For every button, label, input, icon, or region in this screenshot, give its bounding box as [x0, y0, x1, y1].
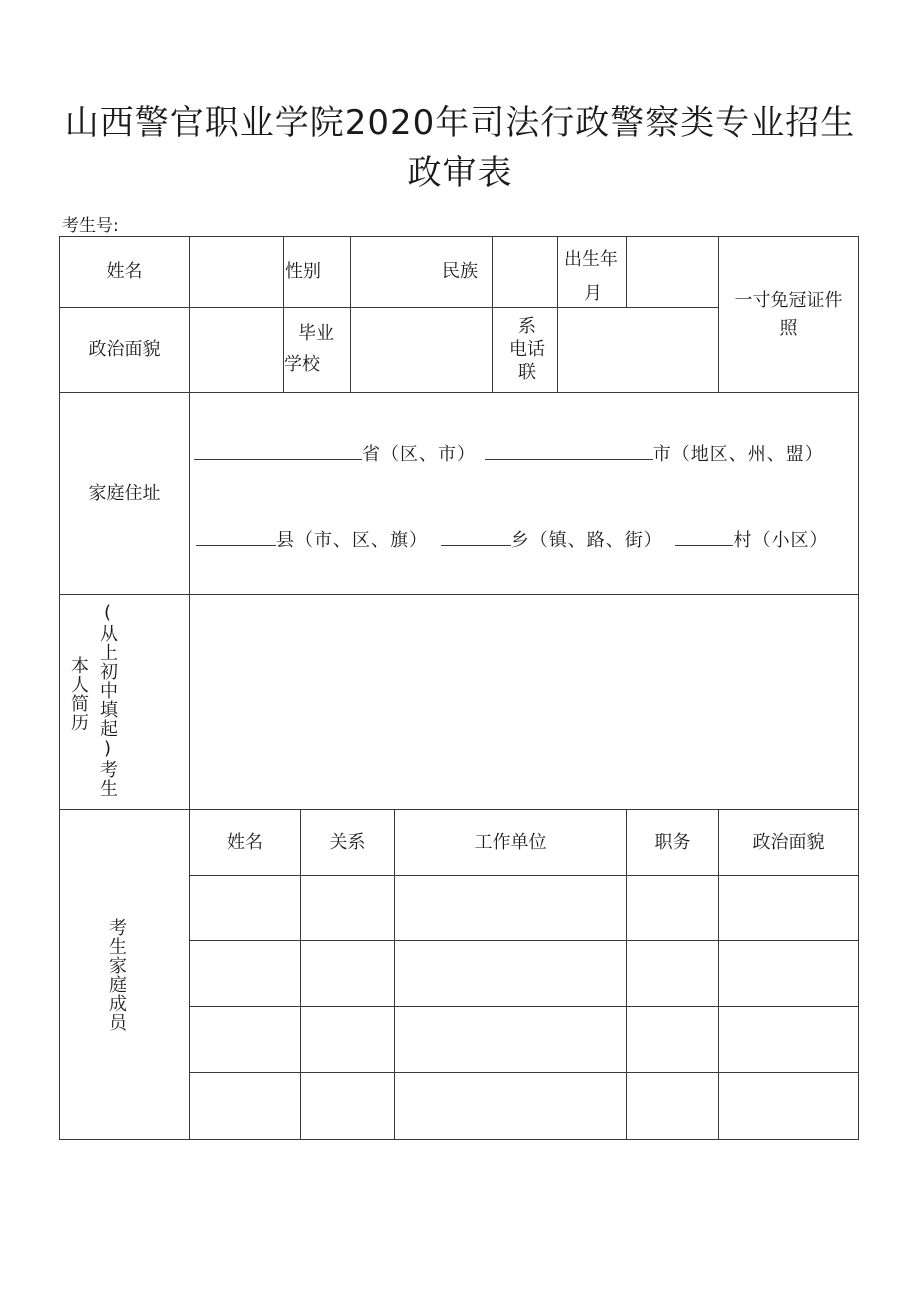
county-blank[interactable]	[196, 531, 276, 546]
family-cell[interactable]	[190, 876, 300, 940]
form-title-line-1: 山西警官职业学院2020年司法行政警察类专业招生	[64, 103, 856, 143]
family-header-workplace: 工作单位	[474, 831, 547, 853]
province-label: 省（区、市）	[362, 444, 476, 465]
form-title-line-2: 政审表	[407, 153, 513, 193]
address-line-1	[194, 440, 824, 466]
political-status-label: 政治面貌	[88, 339, 161, 360]
gender-label: 性别	[285, 261, 321, 282]
table-line	[718, 236, 719, 393]
family-cell[interactable]	[627, 941, 718, 1006]
family-cell[interactable]	[190, 1007, 300, 1072]
ethnicity-label: 民族	[442, 261, 478, 282]
political-status-input[interactable]	[190, 308, 283, 392]
ethnicity-input[interactable]	[493, 237, 557, 307]
family-cell[interactable]	[395, 1007, 626, 1072]
family-cell[interactable]	[301, 876, 394, 940]
phone-label-line-1: 系	[518, 316, 536, 337]
phone-label-line-3: 联	[518, 362, 536, 383]
phone-label-line-2: 电话	[509, 339, 545, 360]
family-cell[interactable]	[395, 1073, 626, 1139]
village-blank[interactable]	[675, 531, 733, 546]
family-cell[interactable]	[301, 1073, 394, 1139]
address-line-2	[196, 526, 828, 552]
family-header-name: 姓名	[227, 831, 263, 853]
photo-label-line-2: 照	[779, 318, 798, 339]
family-cell[interactable]	[301, 1007, 394, 1072]
family-cell[interactable]	[627, 876, 718, 940]
photo-label-line-1: 一寸免冠证件	[734, 290, 843, 311]
table-border-bottom	[59, 1139, 859, 1140]
family-cell[interactable]	[301, 941, 394, 1006]
address-label: 家庭住址	[88, 482, 161, 504]
school-label-line-1: 毕业	[298, 323, 334, 344]
city-blank[interactable]	[485, 445, 653, 460]
county-label: 县（市、区、旗）	[276, 530, 428, 551]
village-label: 村（小区）	[733, 530, 829, 551]
resume-label-column-1: (从上初中填起)考生	[97, 602, 118, 798]
name-label: 姓名	[106, 261, 143, 282]
family-header-position: 职务	[654, 831, 691, 853]
family-cell[interactable]	[190, 1073, 300, 1139]
family-cell[interactable]	[395, 876, 626, 940]
resume-input[interactable]	[190, 595, 858, 809]
town-label: 乡（镇、路、街）	[510, 530, 663, 551]
resume-label-column-2: 本人简历	[68, 656, 89, 732]
birth-input[interactable]	[627, 237, 718, 307]
school-input[interactable]	[351, 308, 492, 392]
family-cell[interactable]	[719, 1007, 858, 1072]
family-header-relation: 关系	[329, 831, 366, 853]
family-cell[interactable]	[190, 941, 300, 1006]
table-border-right	[858, 236, 859, 1140]
family-cell[interactable]	[719, 876, 858, 940]
phone-input[interactable]	[558, 308, 718, 392]
name-input[interactable]	[190, 237, 283, 307]
family-cell[interactable]	[395, 941, 626, 1006]
province-blank[interactable]	[194, 445, 362, 460]
exam-number-label: 考生号:	[62, 216, 119, 236]
town-blank[interactable]	[441, 531, 511, 546]
city-label: 市（地区、州、盟）	[652, 444, 824, 465]
family-cell[interactable]	[627, 1007, 718, 1072]
family-members-label: 考生家庭成员	[106, 918, 127, 1032]
family-header-political-status: 政治面貌	[752, 831, 825, 853]
birth-label-line-1: 出生年	[564, 249, 618, 270]
family-cell[interactable]	[719, 1073, 858, 1139]
school-label-line-2: 学校	[284, 354, 320, 375]
family-cell[interactable]	[719, 941, 858, 1006]
family-cell[interactable]	[627, 1073, 718, 1139]
birth-label-line-2: 月	[584, 283, 602, 304]
